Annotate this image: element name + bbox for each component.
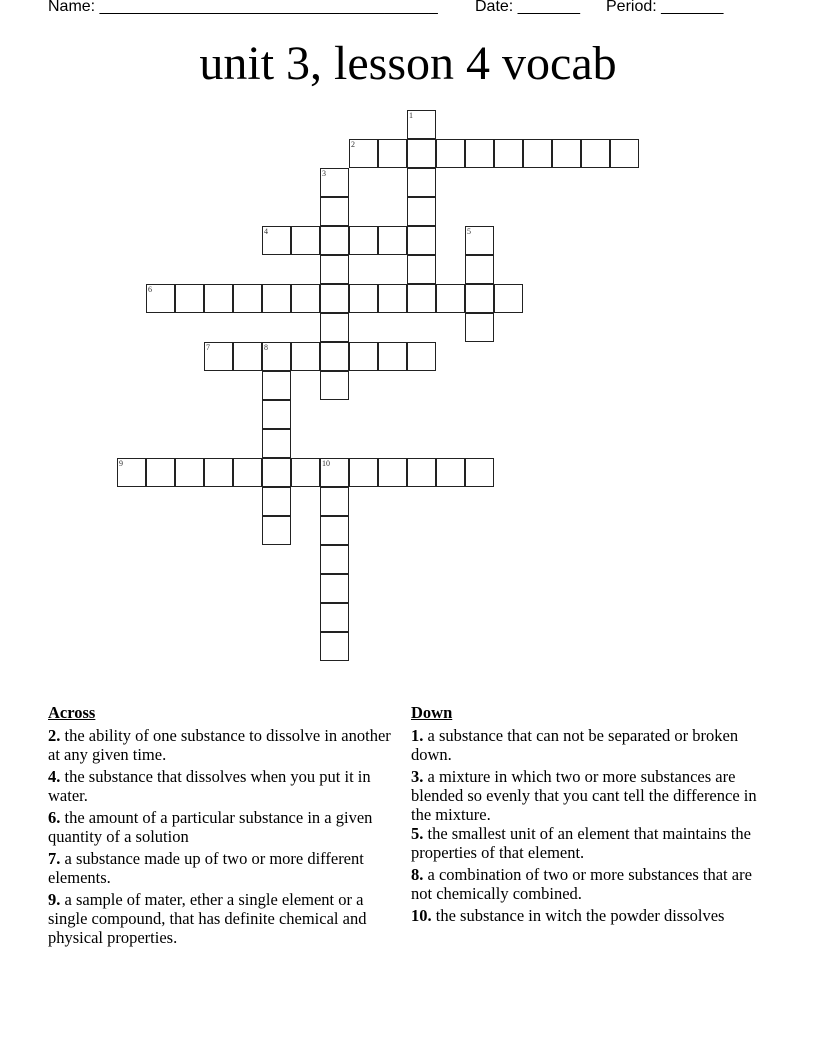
date-field[interactable]: Date: _______ — [475, 0, 580, 15]
crossword-cell[interactable] — [233, 342, 262, 371]
crossword-cell[interactable] — [175, 458, 204, 487]
crossword-cell[interactable] — [320, 516, 349, 545]
crossword-cell[interactable] — [320, 255, 349, 284]
crossword-cell[interactable] — [320, 284, 349, 313]
crossword-cell[interactable] — [320, 197, 349, 226]
crossword-cell[interactable] — [291, 284, 320, 313]
crossword-cell[interactable] — [610, 139, 639, 168]
crossword-cell[interactable] — [262, 487, 291, 516]
crossword-cell[interactable] — [349, 284, 378, 313]
crossword-cell[interactable] — [204, 284, 233, 313]
crossword-cell[interactable] — [320, 371, 349, 400]
crossword-cell[interactable] — [204, 342, 233, 371]
crossword-cell[interactable] — [320, 632, 349, 661]
crossword-cell[interactable] — [233, 458, 262, 487]
crossword-cell[interactable] — [494, 139, 523, 168]
crossword-cell[interactable] — [436, 284, 465, 313]
crossword-cell[interactable] — [320, 168, 349, 197]
down-clues — [411, 703, 776, 928]
crossword-cell[interactable] — [465, 313, 494, 342]
crossword-cell[interactable] — [378, 139, 407, 168]
crossword-cell[interactable] — [436, 139, 465, 168]
crossword-cell[interactable] — [407, 110, 436, 139]
crossword-cell[interactable] — [320, 342, 349, 371]
down-heading: Down — [411, 703, 453, 722]
crossword-cell[interactable] — [262, 458, 291, 487]
crossword-cell[interactable] — [291, 226, 320, 255]
clue-number: 8 — [264, 343, 268, 352]
clue-number: 9 — [119, 459, 123, 468]
clue-across-7: 7. a substance made up of two or more different elements. — [48, 849, 364, 887]
crossword-cell[interactable] — [407, 139, 436, 168]
clue-across-2: 2. the ability of one substance to dissolve in another at any given time. — [48, 726, 391, 764]
clue-across-6: 6. the amount of a particular substance in a given quantity of a solution — [48, 808, 373, 846]
crossword-cell[interactable] — [146, 458, 175, 487]
period-field[interactable]: Period: _______ — [606, 0, 724, 15]
crossword-cell[interactable] — [465, 226, 494, 255]
crossword-cell[interactable] — [407, 342, 436, 371]
name-field[interactable]: Name: ______________________________________ — [48, 0, 438, 15]
crossword-cell[interactable] — [407, 168, 436, 197]
clue-number: 2 — [351, 140, 355, 149]
clue-number: 1 — [409, 111, 413, 120]
crossword-cell[interactable] — [320, 545, 349, 574]
clue-down-3: 3. a mixture in which two or more substances are blended so evenly that you cant tell the difference in the mixture. — [411, 767, 757, 824]
crossword-cell[interactable] — [436, 458, 465, 487]
crossword-cell[interactable] — [262, 371, 291, 400]
crossword-cell[interactable] — [465, 458, 494, 487]
crossword-cell[interactable] — [523, 139, 552, 168]
clue-number: 3 — [322, 169, 326, 178]
crossword-cell[interactable] — [378, 226, 407, 255]
crossword-cell[interactable] — [262, 284, 291, 313]
crossword-cell[interactable] — [262, 429, 291, 458]
clue-down-10: 10. the substance in witch the powder dissolves — [411, 906, 725, 925]
page-title: unit 3, lesson 4 vocab — [199, 37, 617, 90]
clue-number: 4 — [264, 227, 268, 236]
crossword-cell[interactable] — [349, 139, 378, 168]
clue-across-9: 9. a sample of mater, ether a single element or a single compound, that has definite chemical and physical properties. — [48, 890, 367, 947]
crossword-cell[interactable] — [581, 139, 610, 168]
across-heading: Across — [48, 703, 96, 722]
crossword-cell[interactable] — [320, 603, 349, 632]
crossword-cell[interactable] — [378, 284, 407, 313]
crossword-cell[interactable] — [291, 342, 320, 371]
clue-number: 7 — [206, 343, 210, 352]
crossword-cell[interactable] — [320, 226, 349, 255]
crossword-cell[interactable] — [320, 487, 349, 516]
crossword-cell[interactable] — [378, 342, 407, 371]
crossword-cell[interactable] — [262, 400, 291, 429]
crossword-cell[interactable] — [378, 458, 407, 487]
crossword-cell[interactable] — [407, 197, 436, 226]
clue-down-5: 5. the smallest unit of an element that maintains the properties of that element. — [411, 824, 751, 862]
clue-down-8: 8. a combination of two or more substances that are not chemically combined. — [411, 865, 752, 903]
clue-number: 6 — [148, 285, 152, 294]
clue-number: 5 — [467, 227, 471, 236]
crossword-cell[interactable] — [204, 458, 233, 487]
clue-down-1: 1. a substance that can not be separated or broken down. — [411, 726, 739, 764]
crossword-cell[interactable] — [407, 284, 436, 313]
crossword-cell[interactable] — [407, 226, 436, 255]
crossword-cell[interactable] — [407, 458, 436, 487]
crossword-cell[interactable] — [320, 458, 349, 487]
crossword-cell[interactable] — [465, 284, 494, 313]
crossword-cell[interactable] — [552, 139, 581, 168]
across-clues — [48, 703, 393, 950]
crossword-cell[interactable] — [494, 284, 523, 313]
clue-across-4: 4. the substance that dissolves when you put it in water. — [48, 767, 371, 805]
crossword-cell[interactable] — [320, 574, 349, 603]
crossword-cell[interactable] — [262, 342, 291, 371]
clue-number: 10 — [322, 459, 330, 468]
crossword-cell[interactable] — [233, 284, 262, 313]
crossword-cell[interactable] — [262, 226, 291, 255]
crossword-cell[interactable] — [407, 255, 436, 284]
crossword-cell[interactable] — [175, 284, 204, 313]
crossword-cell[interactable] — [262, 516, 291, 545]
crossword-cell[interactable] — [349, 226, 378, 255]
crossword-cell[interactable] — [349, 458, 378, 487]
crossword-cell[interactable] — [117, 458, 146, 487]
crossword-cell[interactable] — [465, 255, 494, 284]
crossword-cell[interactable] — [291, 458, 320, 487]
crossword-cell[interactable] — [349, 342, 378, 371]
crossword-cell[interactable] — [146, 284, 175, 313]
crossword-cell[interactable] — [465, 139, 494, 168]
crossword-cell[interactable] — [320, 313, 349, 342]
